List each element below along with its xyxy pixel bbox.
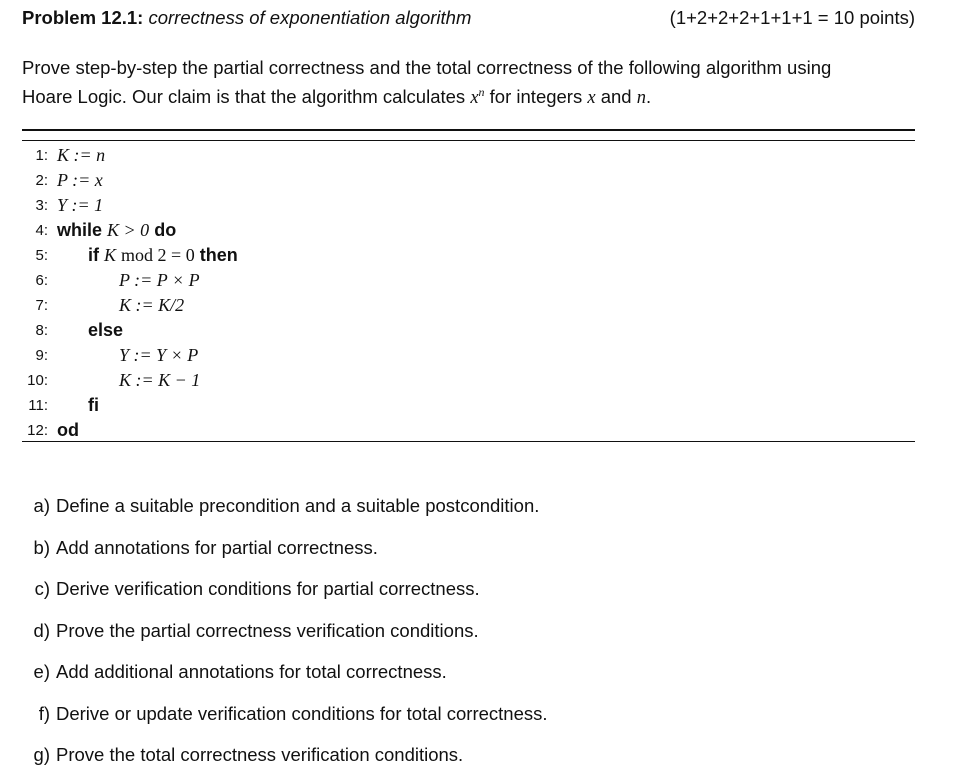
algo-line: 8: else — [22, 318, 915, 343]
problem-header — [22, 7, 915, 31]
statement-line-1: Prove step-by-step the partial correctness and the total correctness of the following algorithm using — [22, 57, 832, 78]
algo-line: 11: fi — [22, 393, 915, 418]
algorithm-rule-top — [22, 129, 915, 131]
algo-line: 6: P := P × P — [22, 268, 915, 293]
problem-number: Problem 12.1: — [22, 7, 144, 28]
task-item: d) Prove the partial correctness verification conditions. — [33, 619, 479, 641]
algorithm-block — [22, 143, 915, 443]
algo-code: while K > 0 do — [57, 220, 177, 240]
algo-code: P := P × P — [119, 270, 200, 290]
algo-line: 5: if K mod 2 = 0 then — [22, 243, 915, 268]
algo-code: else — [88, 320, 124, 340]
statement-line-2: Hoare Logic. Our claim is that the algorithm calculates $x^n$ for integers x and n. — [22, 85, 652, 109]
problem-title: correctness of exponentiation algorithm — [148, 7, 472, 28]
algo-code: P := x — [57, 170, 103, 190]
task-item: c) Derive verification conditions for partial correctness. — [34, 578, 480, 599]
task-item: f) Derive or update verification conditions for total correctness. — [38, 702, 548, 724]
task-item: a) Define a suitable precondition and a suitable postcondition. — [33, 495, 540, 516]
algo-code: K := K/2 — [119, 295, 185, 315]
algo-line: 12: od — [22, 418, 915, 443]
algo-line: 1: K := n — [22, 143, 915, 168]
task-item: g) Prove the total correctness verification conditions. — [33, 744, 464, 765]
algo-line: 3: Y := 1 — [22, 193, 915, 218]
algorithm-rule-mid — [22, 140, 915, 141]
algo-line: 2: P := x — [22, 168, 915, 193]
algo-line: 9: Y := Y × P — [22, 343, 915, 368]
algo-line: 7: K := K/2 — [22, 293, 915, 318]
problem-statement — [22, 55, 922, 111]
algo-code: Y := Y × P — [119, 345, 199, 365]
algo-code: if K mod 2 = 0 then — [88, 245, 238, 265]
algo-code: Y := 1 — [57, 195, 104, 215]
algo-code: od — [57, 420, 79, 440]
problem-points: (1+2+2+2+1+1+1 = 10 points) — [669, 7, 915, 28]
algo-line: 4: while K > 0 do — [22, 218, 915, 243]
algorithm-rule-bottom — [22, 441, 915, 442]
algo-code: K := K − 1 — [119, 370, 201, 390]
algo-code: K := n — [57, 145, 106, 165]
task-item: b) Add annotations for partial correctness. — [33, 536, 378, 558]
algo-line: 10: K := K − 1 — [22, 368, 915, 393]
math-x: $x^n$ — [470, 85, 485, 109]
task-list — [28, 493, 928, 784]
algo-code: fi — [88, 395, 99, 415]
task-item: e) Add additional annotations for total correctness. — [33, 661, 447, 682]
